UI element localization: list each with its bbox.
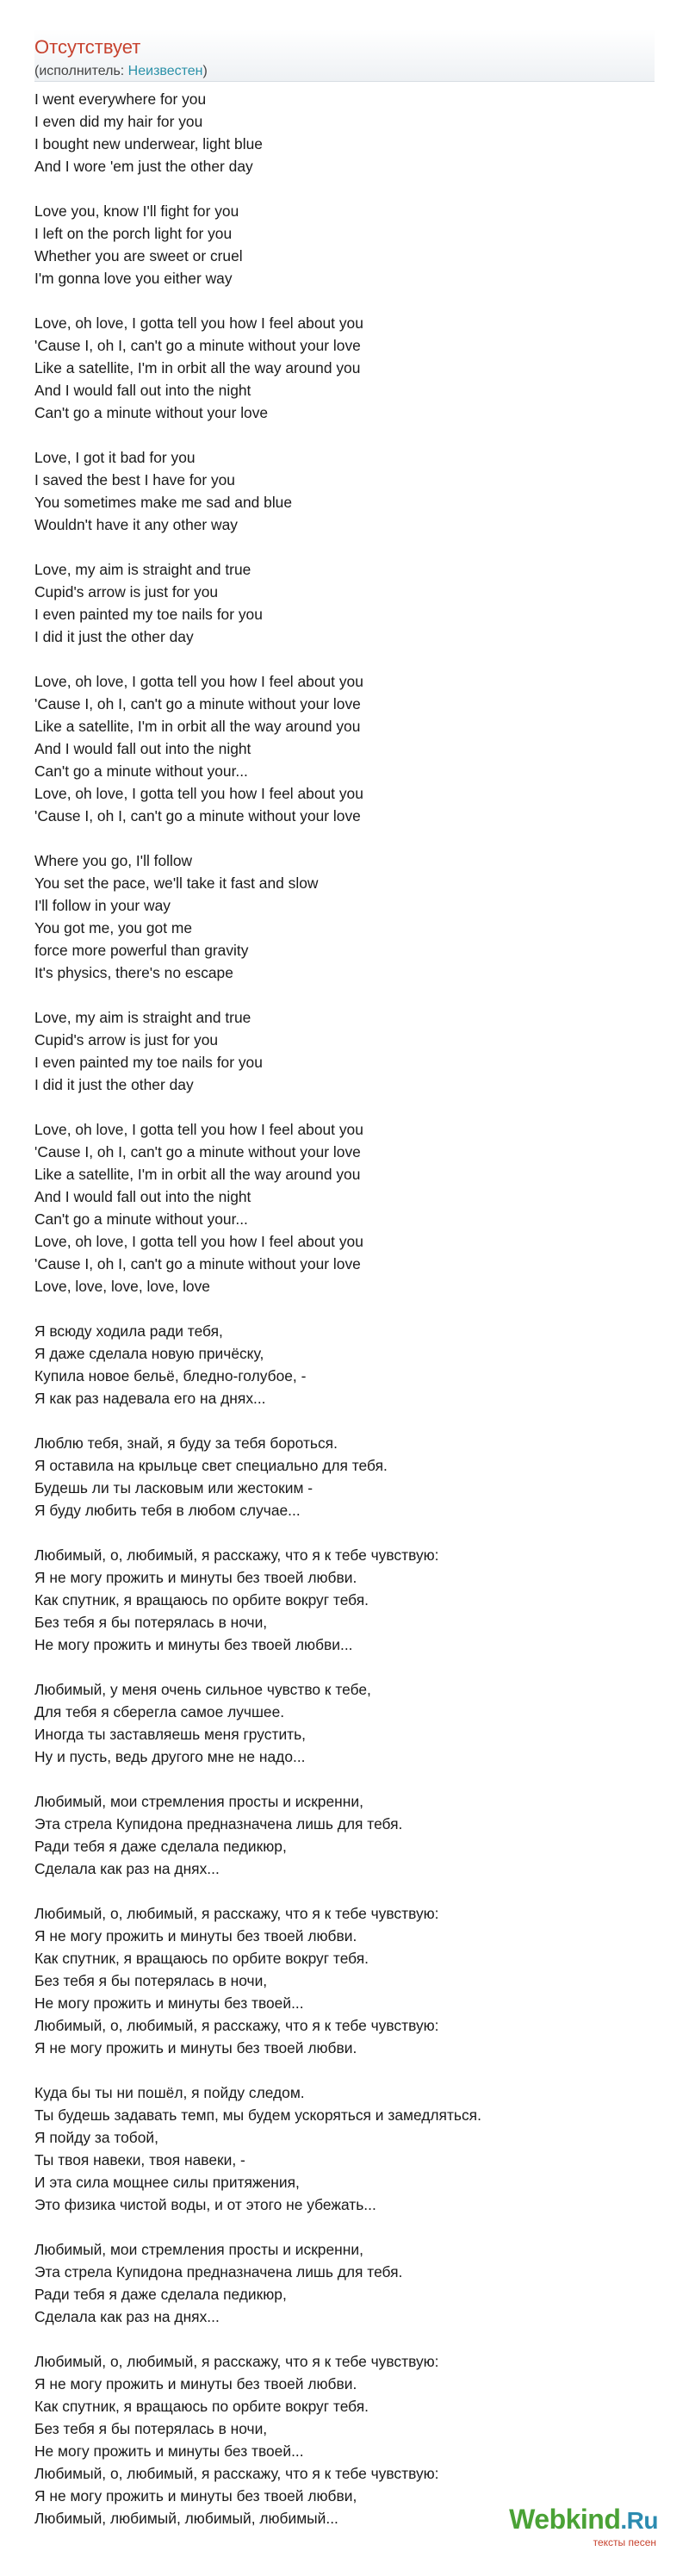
lyric-line: Не могу прожить и минуты без твоей...	[34, 1994, 304, 2012]
lyric-stanza	[34, 2238, 655, 2328]
lyric-line: 'Cause I, oh I, can't go a minute without your love	[34, 695, 361, 712]
lyric-stanza	[34, 1432, 655, 1521]
lyric-line: Whether you are sweet or cruel	[34, 247, 243, 264]
lyric-line: Cupid's arrow is just for you	[34, 583, 219, 600]
lyric-line: I went everywhere for you	[34, 90, 207, 108]
logo-wordmark	[509, 2504, 658, 2536]
lyric-line: Любимый, о, любимый, я расскажу, что я к тебе чувствую:	[34, 1546, 439, 1564]
lyric-line: Я не могу прожить и минуты без твоей любви.	[34, 1569, 357, 1586]
lyric-line: Не могу прожить и минуты без твоей...	[34, 2442, 304, 2460]
lyric-line: Люблю тебя, знай, я буду за тебя бороться.	[34, 1434, 338, 1452]
lyric-line: Я не могу прожить и минуты без твоей любви.	[34, 1927, 357, 1944]
lyric-line: Куда бы ты ни пошёл, я пойду следом.	[34, 2084, 305, 2101]
lyric-line: Любимый, у меня очень сильное чувство к тебе,	[34, 1681, 371, 1698]
lyric-stanza	[34, 2350, 655, 2529]
lyric-line: Без тебя я бы потерялась в ночи,	[34, 2420, 268, 2437]
lyric-line: Без тебя я бы потерялась в ночи,	[34, 1972, 268, 1989]
lyric-line: I even painted my toe nails for you	[34, 606, 263, 623]
song-header	[34, 29, 655, 82]
lyric-line: Love, my aim is straight and true	[34, 1009, 251, 1026]
lyric-line: Я буду любить тебя в любом случае...	[34, 1502, 301, 1519]
lyric-line: I'll follow in your way	[34, 897, 171, 914]
lyric-stanza	[34, 1006, 655, 1096]
lyric-stanza	[34, 446, 655, 536]
lyric-line: Для тебя я сберегла самое лучшее.	[34, 1703, 285, 1720]
lyric-line: Любимый, любимый, любимый, любимый...	[34, 2510, 338, 2527]
logo-tagline: тексты песен	[593, 2536, 656, 2548]
lyric-line: Love, love, love, love, love	[34, 1278, 210, 1295]
lyric-line: Ты твоя навеки, твоя навеки, -	[34, 2151, 245, 2168]
lyric-line: Любимый, о, любимый, я расскажу, что я к тебе чувствую:	[34, 2465, 439, 2482]
lyric-line: Я не могу прожить и минуты без твоей любви.	[34, 2375, 357, 2392]
lyric-line: Иногда ты заставляешь меня грустить,	[34, 1726, 307, 1743]
lyric-line: Не могу прожить и минуты без твоей любви...	[34, 1636, 353, 1653]
lyric-line: Как спутник, я вращаюсь по орбите вокруг тебя.	[34, 2398, 369, 2415]
lyric-line: I bought new underwear, light blue	[34, 135, 263, 152]
lyric-line: Ты будешь задавать темп, мы будем ускоряться и замедляться.	[34, 2106, 481, 2124]
artist-line	[34, 64, 208, 79]
lyric-line: Я как раз надевала его на днях...	[34, 1390, 266, 1407]
lyric-line: Love, oh love, I gotta tell you how I feel about you	[34, 1121, 363, 1138]
lyric-line: Ради тебя я даже сделала педикюр,	[34, 1838, 287, 1855]
lyric-line: Cupid's arrow is just for you	[34, 1031, 219, 1048]
lyric-line: Это физика чистой воды, и от этого не убежать...	[34, 2196, 376, 2213]
lyric-line: Like a satellite, I'm in orbit all the way around you	[34, 1166, 361, 1183]
lyric-line: Can't go a minute without your...	[34, 762, 248, 780]
lyric-line: Ради тебя я даже сделала педикюр,	[34, 2286, 287, 2303]
lyric-line: Купила новое бельё, бледно-голубое, -	[34, 1367, 307, 1384]
lyric-stanza	[34, 1902, 655, 2059]
artist-suffix: )	[202, 64, 208, 78]
lyric-stanza	[34, 1320, 655, 1409]
lyric-line: I did it just the other day	[34, 628, 194, 645]
lyric-line: I'm gonna love you either way	[34, 270, 233, 287]
lyric-line: 'Cause I, oh I, can't go a minute without your love	[34, 1143, 361, 1160]
lyric-line: Любимый, мои стремления просты и искренни,	[34, 1793, 363, 1810]
lyric-line: Сделала как раз на днях...	[34, 1860, 220, 1877]
lyric-line: Love, my aim is straight and true	[34, 561, 251, 578]
lyric-line: Can't go a minute without your...	[34, 1210, 248, 1228]
lyric-line: Любимый, о, любимый, я расскажу, что я к тебе чувствую:	[34, 2353, 439, 2370]
lyric-line: I even did my hair for you	[34, 113, 203, 130]
lyric-line: You sometimes make me sad and blue	[34, 494, 293, 511]
lyric-line: I left on the porch light for you	[34, 225, 233, 242]
lyric-stanza	[34, 558, 655, 648]
lyric-line: And I would fall out into the night	[34, 382, 251, 399]
site-logo[interactable]	[486, 2504, 658, 2552]
lyric-line: Без тебя я бы потерялась в ночи,	[34, 1614, 268, 1631]
lyric-line: Любимый, о, любимый, я расскажу, что я к тебе чувствую:	[34, 1905, 439, 1922]
lyrics-text	[34, 88, 655, 2552]
lyric-line: Любимый, о, любимый, я расскажу, что я к тебе чувствую:	[34, 2017, 439, 2034]
lyric-line: force more powerful than gravity	[34, 942, 249, 959]
lyric-line: 'Cause I, oh I, can't go a minute without your love	[34, 337, 361, 354]
artist-link[interactable]: Неизвестен	[127, 64, 203, 78]
lyric-line: It's physics, there's no escape	[34, 964, 233, 981]
lyric-stanza	[34, 1118, 655, 1297]
lyric-line: Эта стрела Купидона предназначена лишь для тебя.	[34, 2263, 403, 2280]
lyric-line: Can't go a minute without your love	[34, 404, 269, 421]
artist-prefix: (исполнитель:	[34, 64, 128, 78]
lyric-line: Love, oh love, I gotta tell you how I feel about you	[34, 785, 363, 802]
song-title: Отсутствует	[34, 36, 141, 58]
lyric-stanza	[34, 88, 655, 177]
lyric-stanza	[34, 849, 655, 984]
lyric-stanza	[34, 1678, 655, 1768]
lyric-line: Like a satellite, I'm in orbit all the way around you	[34, 718, 361, 735]
lyric-stanza	[34, 1790, 655, 1880]
lyric-line: Я не могу прожить и минуты без твоей любви.	[34, 2039, 357, 2056]
lyric-line: I saved the best I have for you	[34, 471, 235, 488]
lyric-line: Я всюду ходила ради тебя,	[34, 1322, 223, 1340]
lyric-line: Я оставила на крыльце свет специально для тебя.	[34, 1457, 388, 1474]
lyric-line: Love, I got it bad for you	[34, 449, 196, 466]
lyric-line: I even painted my toe nails for you	[34, 1054, 263, 1071]
lyric-stanza	[34, 200, 655, 289]
lyric-line: Love, oh love, I gotta tell you how I feel about you	[34, 314, 363, 332]
lyric-line: And I would fall out into the night	[34, 1188, 251, 1205]
lyric-line: And I would fall out into the night	[34, 740, 251, 757]
lyric-line: You got me, you got me	[34, 919, 193, 936]
lyric-line: Wouldn't have it any other way	[34, 516, 238, 533]
lyric-stanza	[34, 312, 655, 424]
lyric-line: Like a satellite, I'm in orbit all the way around you	[34, 359, 361, 376]
lyric-line: Ну и пусть, ведь другого мне не надо...	[34, 1748, 306, 1765]
lyric-line: Как спутник, я вращаюсь по орбите вокруг тебя.	[34, 1591, 369, 1608]
lyric-line: 'Cause I, oh I, can't go a minute without your love	[34, 807, 361, 824]
logo-tld: .Ru	[620, 2507, 658, 2534]
lyric-line: Сделала как раз на днях...	[34, 2308, 220, 2325]
lyric-stanza	[34, 1544, 655, 1656]
logo-main-text: Webkind	[509, 2504, 621, 2535]
lyric-line: И эта сила мощнее силы притяжения,	[34, 2174, 300, 2191]
lyric-line: Эта стрела Купидона предназначена лишь для тебя.	[34, 1815, 403, 1832]
lyric-line: Любимый, мои стремления просты и искренни,	[34, 2241, 363, 2258]
lyric-line: You set the pace, we'll take it fast and slow	[34, 874, 319, 892]
lyric-line: Love you, know I'll fight for you	[34, 202, 239, 220]
lyric-line: And I wore 'em just the other day	[34, 158, 253, 175]
lyric-line: Where you go, I'll follow	[34, 852, 193, 869]
lyric-line: Как спутник, я вращаюсь по орбите вокруг тебя.	[34, 1950, 369, 1967]
lyric-stanza	[34, 2081, 655, 2216]
lyric-stanza	[34, 670, 655, 827]
lyric-line: Love, oh love, I gotta tell you how I feel about you	[34, 673, 363, 690]
lyric-line: Love, oh love, I gotta tell you how I feel about you	[34, 1233, 363, 1250]
lyric-line: 'Cause I, oh I, can't go a minute without your love	[34, 1255, 361, 1272]
lyric-line: Будешь ли ты ласковым или жестоким -	[34, 1479, 313, 1496]
lyric-line: I did it just the other day	[34, 1076, 194, 1093]
lyric-line: Я не могу прожить и минуты без твоей любви,	[34, 2487, 357, 2504]
lyric-line: Я даже сделала новую причёску,	[34, 1345, 264, 1362]
lyric-line: Я пойду за тобой,	[34, 2129, 158, 2146]
